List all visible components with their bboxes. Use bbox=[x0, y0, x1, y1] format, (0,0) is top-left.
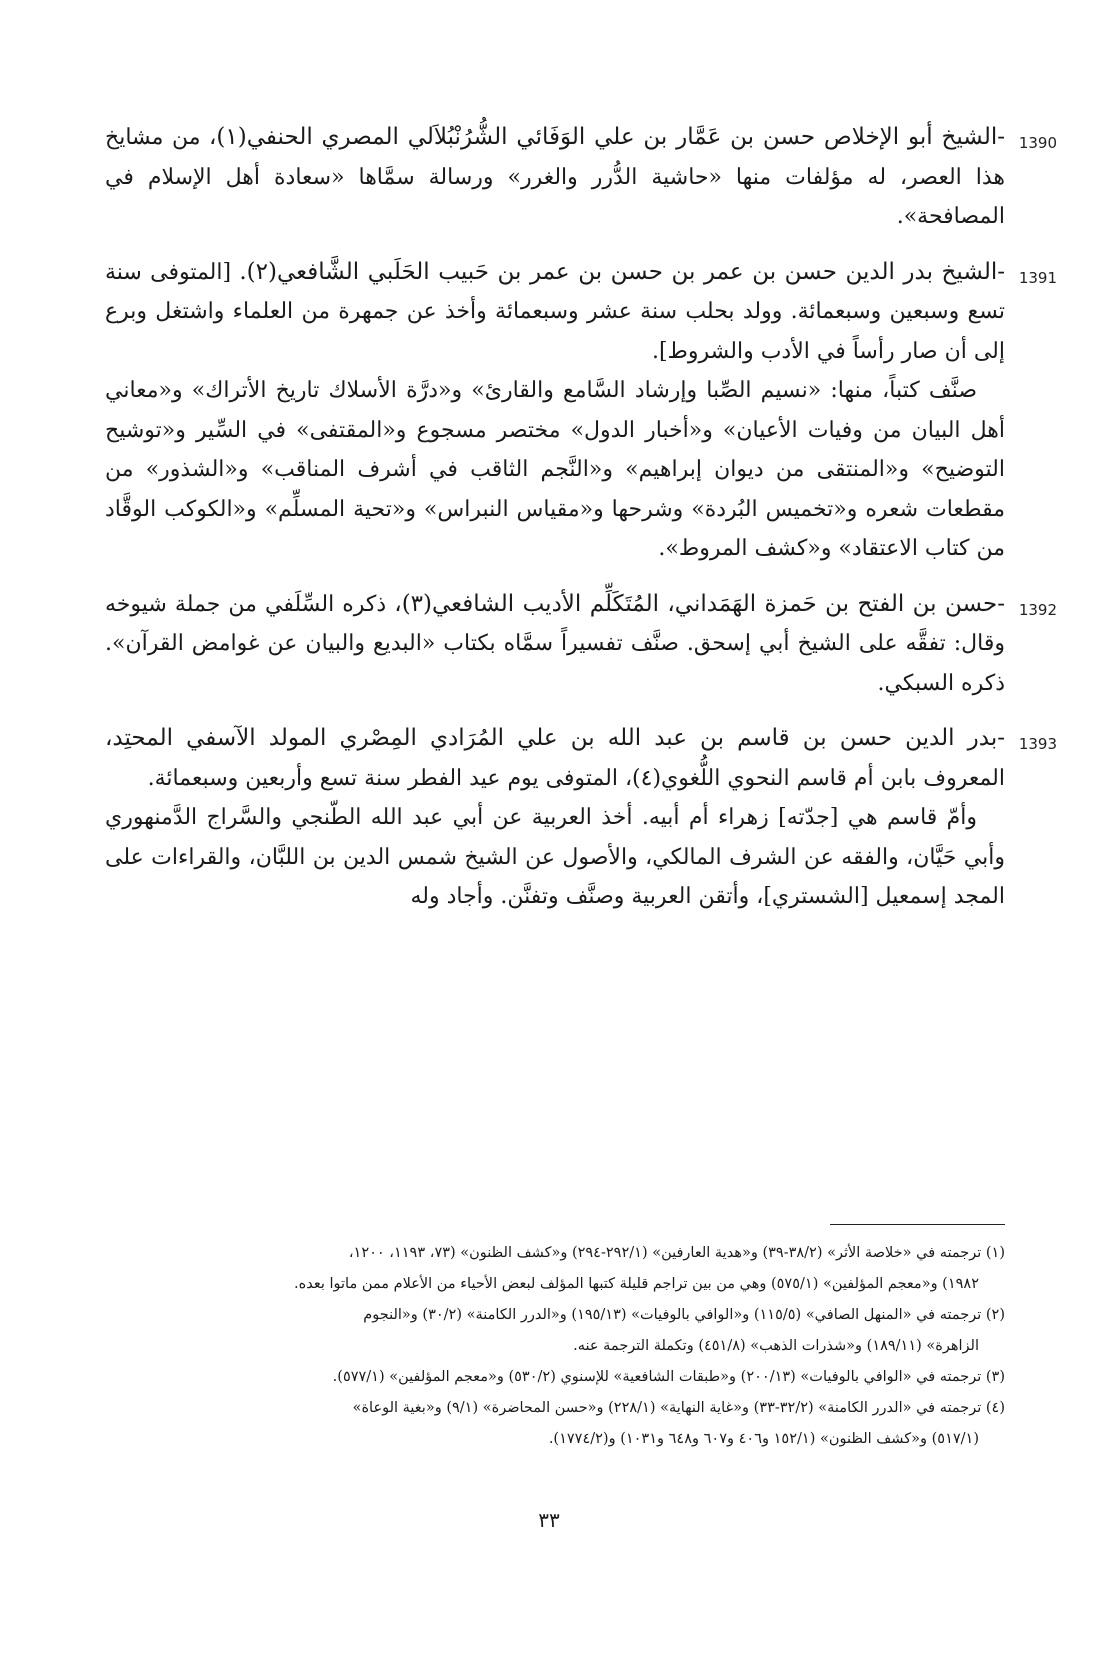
footnote-text: (١) ترجمته في «خلاصة الأثر» (٣٨/٢-٣٩) و«هدية العارفين» (٢٩٢/١-٢٩٤) و«كشف الظنون» (٧٣، ١١٩٣، ١٢٠٠، bbox=[348, 1245, 1005, 1261]
entry-paragraph: وأمّ قاسم هي [جدّته] زهراء أم أبيه. أخذ العربية عن أبي عبد الله الطّنجي والسَّراج الدَّمنهوري وأبي حَيَّان، والفقه عن الشرف المالكي، والأصول عن الشيخ شمس الدين بن اللبَّان، والقراءات على المجد إسمعيل [الشستري]، وأتقن العربية وصنَّف وتفنَّن. وأجاد وله bbox=[105, 805, 1005, 909]
footnote-1 bbox=[105, 1238, 1005, 1300]
footnote-continuation: ١٩٨٢) و«معجم المؤلفين» (٥٧٥/١) وهي من بين تراجم قليلة كتبها المؤلف لبعض الأحياء من الأعلام ممن ماتوا بعده. bbox=[294, 1276, 979, 1292]
main-text bbox=[105, 118, 1057, 933]
footnote-text: (٣) ترجمته في «الوافي بالوفيات» (٢٠٠/١٣) و«طبقات الشافعية» للإسنوي (٥٣٠/٢) و«معجم المؤلفين» (٥٧٧/١). bbox=[332, 1369, 1005, 1385]
entry-number: 1390 bbox=[1018, 134, 1057, 152]
entry-1393 bbox=[105, 719, 1057, 917]
entry-heading: -بدر الدين حسن بن قاسم بن عبد الله بن علي المُرَادي المِصْري المولد الآسفي المحتِد، bbox=[105, 725, 1005, 751]
entry-body: من مشايخ هذا العصر، له مؤلفات منها «حاشية الدُّرر والغرر» ورسالة سمَّاها «سعادة أهل الإسلام في المصافحة». bbox=[105, 125, 1005, 229]
entry-number: 1392 bbox=[1018, 600, 1057, 619]
footnote-text: (٢) ترجمته في «المنهل الصافي» (١١٥/٥) و«الوافي بالوفيات» (١٩٥/١٣) و«الدرر الكامنة» (٣٠/٢) و«النجوم bbox=[363, 1307, 1005, 1323]
entry-1390 bbox=[105, 118, 1057, 237]
entry-1392 bbox=[105, 585, 1057, 704]
footnote-separator bbox=[830, 1224, 1005, 1225]
footnote-continuation: (٥١٧/١) و«كشف الظنون» (١٥٢/١ و٤٠٦ و٦٠٧ و٦٤٨ و١٠٣١) و(١٧٧٤/٢). bbox=[548, 1431, 979, 1447]
footnote-2 bbox=[105, 1300, 1005, 1362]
footnote-4 bbox=[105, 1393, 1005, 1455]
entry-heading: -حسن بن الفتح بن حَمزة الهَمَداني، المُتَكَلِّم الأديب الشافعي(٣)، bbox=[394, 590, 1005, 617]
footnote-text: (٤) ترجمته في «الدرر الكامنة» (٣٢/٢-٣٣) و«غاية النهاية» (٢٢٨/١) و«حسن المحاضرة» (٩/١) و«بغية الوعاة» bbox=[352, 1400, 1005, 1416]
entry-paragraph: صنَّف كتباً، منها: «نسيم الصِّبا وإرشاد السَّامع والقارئ» و«درَّة الأسلاك تاريخ الأتراك» و«معاني أهل البيان من وفيات الأعيان» و«أخبار الدول» مختصر مسجوع و«المقتفى» في السِّير و«توشيح التوضيح» و«المنتقى من ديوان إبراهيم» و«النَّجم الثاقب في أشرف المناقب» و«الشذور» من مقطعات شعره و«تخميس البُردة» وشرحها و«مقياس النبراس» و«تحية المسلِّم» و«الكوكب الوقَّاد من كتاب الاعتقاد» و«كشف المروط». bbox=[105, 378, 1005, 561]
entry-heading: -الشيخ بدر الدين حسن بن عمر بن حسن بن عمر بن حَبيب الحَلَبي الشَّافعي(٢). bbox=[239, 258, 1006, 285]
page-number: ٣٣ bbox=[538, 1508, 560, 1532]
entry-body: [المتوفى سنة تسع وسبعين وسبعمائة. وولد بحلب سنة عشر وسبعمائة وأخذ عن جمهرة من العلماء واشتغل وبرع إلى أن صار رأساً في الأدب والشروط]. bbox=[105, 259, 1005, 364]
footnote-3 bbox=[105, 1362, 1005, 1393]
entry-number: 1393 bbox=[1018, 735, 1057, 753]
footnote-continuation: الزاهرة» (١٨٩/١١) و«شذرات الذهب» (٤٥١/٨) وتكملة الترجمة عنه. bbox=[573, 1338, 979, 1354]
entry-number: 1391 bbox=[1018, 268, 1057, 287]
entry-1391 bbox=[105, 253, 1057, 569]
entry-heading: -الشيخ أبو الإخلاص حسن بن عَمَّار بن علي الوَفَائي الشُّرُنْبُلاَلي المصري الحنفي(١)، bbox=[209, 124, 1005, 150]
entry-body: المعروف بابن أم قاسم النحوي اللُّغوي(٤)، المتوفى يوم عيد الفطر سنة تسع وأربعين وسبعمائة. bbox=[147, 765, 1005, 791]
footnotes bbox=[105, 1238, 1005, 1455]
entry-body: ذكره السِّلَفي من جملة شيوخه وقال: تفقَّه على الشيخ أبي إسحق. صنَّف تفسيراً سمَّاه بكتاب «البديع والبيان عن غوامض القرآن». ذكره السبكي. bbox=[105, 591, 1006, 696]
